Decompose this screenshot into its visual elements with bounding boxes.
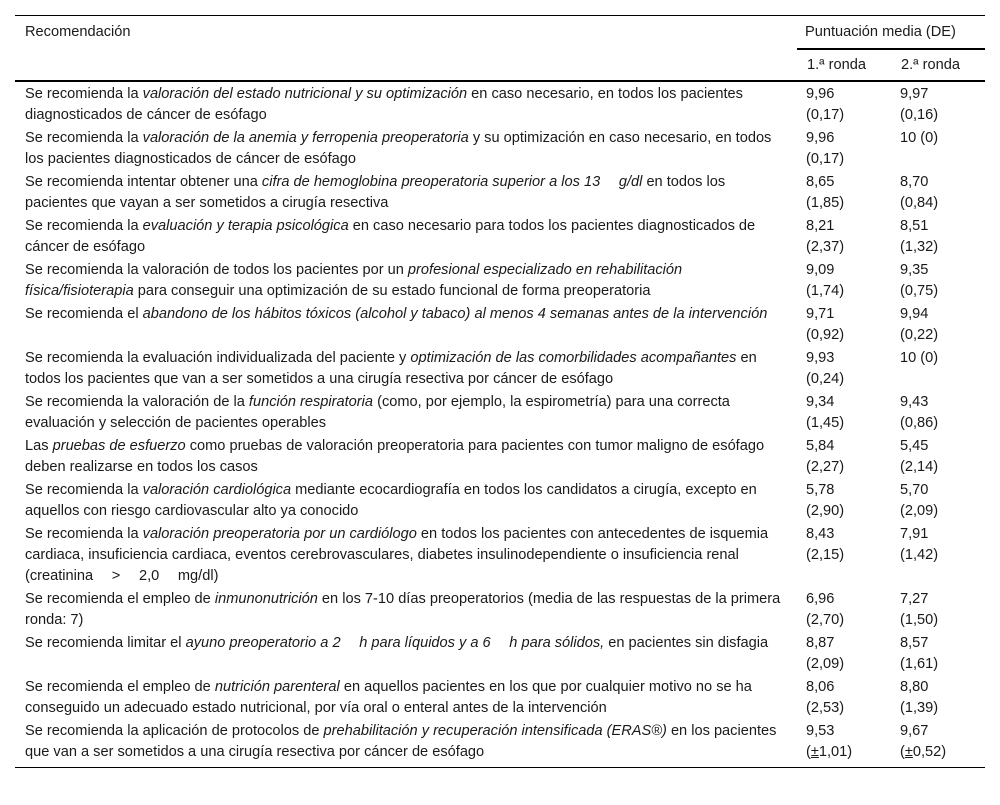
round-2-score: 8,80 (1,39)	[900, 679, 939, 716]
round-1-score: 9,93 (0,24)	[806, 350, 845, 387]
table-row	[15, 170, 985, 214]
table-row	[15, 478, 985, 522]
round-1-score: 6,96 (2,70)	[806, 591, 845, 628]
emphasis: evaluación y terapia psicológica	[142, 218, 349, 234]
plus-minus-sign: ±	[810, 744, 819, 760]
emphasis: abandono de los hábitos tóxicos (alcohol y tabaco) al menos 4 semanas antes de la intervención	[142, 306, 768, 322]
emphasis: valoración preoperatoria por un cardiólogo	[142, 526, 417, 542]
round-2-score: 9,67 (±0,52)	[891, 719, 985, 768]
recommendation-text: Se recomienda limitar el ayuno preoperatorio a 2 h para líquidos y a 6 h para sólidos, en pacientes sin disfagia	[25, 635, 769, 651]
emphasis: prehabilitación y recuperación intensificada (ERAS®)	[323, 723, 667, 739]
emphasis: pruebas de esfuerzo	[52, 438, 186, 454]
round-1-score: 5,78 (2,90)	[806, 482, 845, 519]
round-2-score: 9,35 (0,75)	[900, 262, 939, 299]
header-blank	[15, 49, 797, 81]
round-1-score: 9,96 (0,17)	[806, 130, 845, 167]
plus-minus-sign: ±	[904, 744, 913, 760]
round-1-score: 9,71 (0,92)	[806, 306, 845, 343]
table-body	[15, 81, 985, 768]
recommendation-text: Se recomienda la valoración preoperatoria por un cardiólogo en todos los pacientes con antecedentes de isquemia cardiaca, insuficiencia cardiaca, eventos cerebrovasculares, diabetes insulinodependiente o insuficiencia renal (creatinina > 2,0 mg/dl)	[25, 526, 769, 584]
header-score-group: Puntuación media (DE)	[797, 16, 985, 50]
round-1-score: 8,06 (2,53)	[806, 679, 845, 716]
table-row	[15, 719, 985, 768]
round-2-score: 10 (0)	[900, 350, 939, 366]
table-row	[15, 258, 985, 302]
table-row	[15, 434, 985, 478]
table-row	[15, 126, 985, 170]
recommendation-text: Se recomienda la evaluación individualizada del paciente y optimización de las comorbilidades acompañantes en todos los pacientes que van a ser sometidos a una cirugía resectiva por cáncer de esófago	[25, 350, 757, 387]
recommendation-text: Se recomienda la valoración de la anemia y ferropenia preoperatoria y su optimización en caso necesario, en todos los pacientes diagnosticados de cáncer de esófago	[25, 130, 772, 167]
round-1-score: 9,96 (0,17)	[806, 86, 845, 123]
header-row	[15, 16, 985, 50]
emphasis: optimización de las comorbilidades acompañantes	[410, 350, 737, 366]
recommendation-text: Se recomienda la valoración del estado nutricional y su optimización en caso necesario, en todos los pacientes diagnosticados de cáncer de esófago	[25, 86, 743, 123]
recommendation-text: Se recomienda la valoración de todos los pacientes por un profesional especializado en rehabilitación física/fisioterapia para conseguir una optimización de su estado funcional de forma preoperatoria	[25, 262, 683, 299]
round-2-score: 8,57 (1,61)	[900, 635, 939, 672]
round-1-score: 9,34 (1,45)	[806, 394, 845, 431]
table-row	[15, 390, 985, 434]
round-1-score: 8,21 (2,37)	[806, 218, 845, 255]
round-2-score: 9,94 (0,22)	[900, 306, 939, 343]
emphasis: valoración de la anemia y ferropenia preoperatoria	[142, 130, 469, 146]
emphasis: ayuno preoperatorio a 2 h para líquidos y a 6 h para sólidos,	[185, 635, 605, 651]
table-row	[15, 522, 985, 587]
table-row	[15, 587, 985, 631]
recommendation-text: Se recomienda la valoración de la función respiratoria (como, por ejemplo, la espirometría) para una correcta evaluación y selección de pacientes operables	[25, 394, 730, 431]
recommendation-text: Se recomienda el empleo de inmunonutrición en los 7-10 días preoperatorios (media de las respuestas de la primera ronda: 7)	[25, 591, 781, 628]
recommendation-text: Se recomienda intentar obtener una cifra de hemoglobina preoperatoria superior a los 13 g/dl en todos los pacientes que vayan a ser sometidos a cirugía resectiva	[25, 174, 726, 211]
round-1-score: 8,87 (2,09)	[806, 635, 845, 672]
round-1-score: 9,53 (±1,01)	[797, 719, 891, 768]
round-2-score: 5,70 (2,09)	[900, 482, 939, 519]
round-2-score: 9,97 (0,16)	[900, 86, 939, 123]
recommendation-text: Se recomienda la valoración cardiológica mediante ecocardiografía en todos los candidatos a cirugía, excepto en aquellos con riesgo cardiovascular alto ya conocido	[25, 482, 757, 519]
round-2-score: 9,43 (0,86)	[900, 394, 939, 431]
subheader-row	[15, 49, 985, 81]
round-2-score: 8,51 (1,32)	[900, 218, 939, 255]
emphasis: valoración del estado nutricional y su optimización	[142, 86, 468, 102]
table-row	[15, 214, 985, 258]
header-round-2: 2.ª ronda	[891, 49, 985, 81]
round-1-score: 8,43 (2,15)	[806, 526, 845, 563]
round-2-score: 7,27 (1,50)	[900, 591, 939, 628]
round-2-score: 7,91 (1,42)	[900, 526, 939, 563]
emphasis: inmunonutrición	[214, 591, 318, 607]
table-row	[15, 675, 985, 719]
table-row	[15, 81, 985, 126]
emphasis: valoración cardiológica	[142, 482, 292, 498]
round-1-score: 8,65 (1,85)	[806, 174, 845, 211]
emphasis: nutrición parenteral	[214, 679, 340, 695]
emphasis: cifra de hemoglobina preoperatoria superior a los 13 g/dl	[261, 174, 643, 190]
round-2-score: 5,45 (2,14)	[900, 438, 939, 475]
round-2-score: 10 (0)	[900, 130, 939, 146]
table-row	[15, 346, 985, 390]
round-2-score: 8,70 (0,84)	[900, 174, 939, 211]
header-recommendation: Recomendación	[15, 16, 797, 50]
recommendation-text: Se recomienda la aplicación de protocolos de prehabilitación y recuperación intensificada (ERAS®) en los pacientes que van a ser sometidos a una cirugía resectiva por cáncer de esófago	[15, 719, 797, 768]
recommendation-text: Se recomienda la evaluación y terapia psicológica en caso necesario para todos los pacientes diagnosticados de cáncer de esófago	[25, 218, 756, 255]
recommendation-text: Se recomienda el abandono de los hábitos tóxicos (alcohol y tabaco) al menos 4 semanas antes de la intervención	[25, 306, 768, 322]
round-1-score: 5,84 (2,27)	[806, 438, 845, 475]
table-row	[15, 302, 985, 346]
recommendation-text: Se recomienda el empleo de nutrición parenteral en aquellos pacientes en los que por cualquier motivo no se ha conseguido un adecuado estado nutricional, por vía oral o enteral antes de la intervención	[25, 679, 752, 716]
recommendation-text: Las pruebas de esfuerzo como pruebas de valoración preoperatoria para pacientes con tumor maligno de esófago deben realizarse en todos los casos	[25, 438, 765, 475]
round-1-score: 9,09 (1,74)	[806, 262, 845, 299]
recommendations-table	[15, 15, 985, 768]
emphasis: función respiratoria	[248, 394, 374, 410]
emphasis: profesional especializado en rehabilitación física/fisioterapia	[25, 262, 683, 299]
table-row	[15, 631, 985, 675]
header-round-1: 1.ª ronda	[797, 49, 891, 81]
